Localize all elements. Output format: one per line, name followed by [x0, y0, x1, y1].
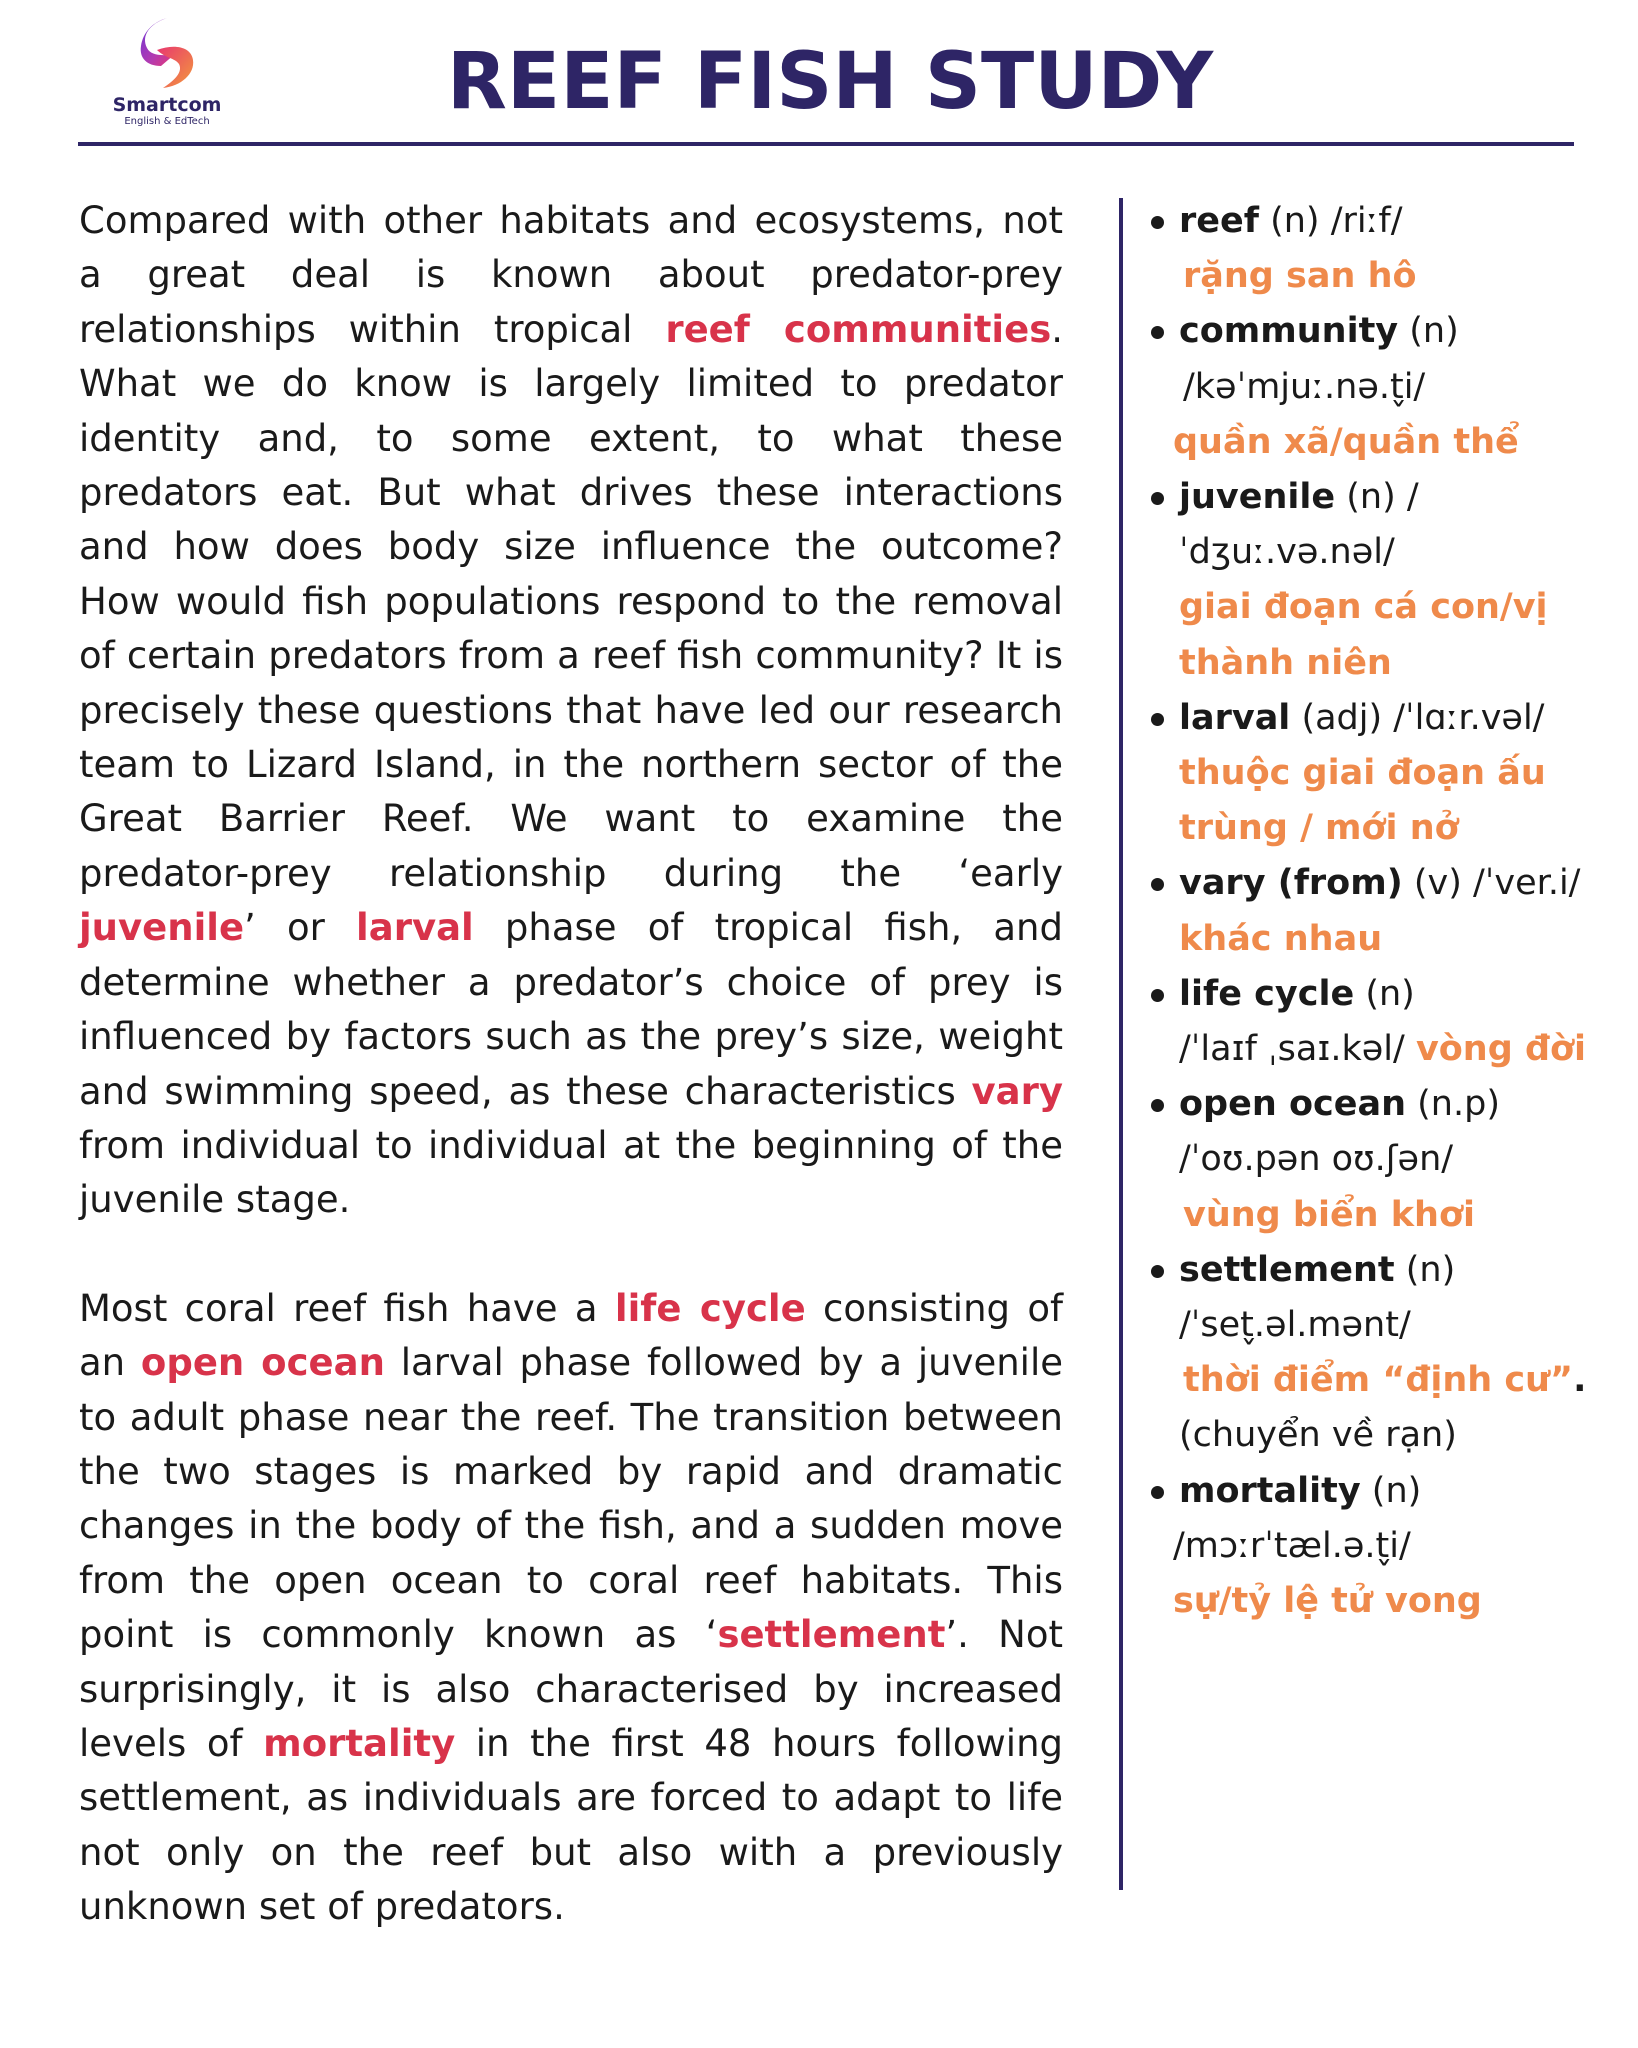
- vocab-item-community: [1147, 304, 1627, 470]
- vocab-translation: quần xã/quần thể: [1173, 421, 1519, 462]
- vocab-term: vary (from): [1179, 863, 1403, 904]
- brand-name: Smartcom: [112, 94, 222, 116]
- vocab-ipa: /ˈver.i/: [1472, 863, 1581, 904]
- page-title: REEF FISH STUDY: [446, 37, 1214, 127]
- column-divider: [1119, 198, 1123, 1890]
- vocab-translation: vùng biển khơi: [1183, 1194, 1476, 1235]
- vocab-pos: (n.p): [1406, 1084, 1500, 1125]
- vocab-ipa: /ˈoʊ.pən oʊ.ʃən/: [1179, 1139, 1454, 1180]
- vocab-item-mortality: [1147, 1464, 1627, 1630]
- text-run: Compared with other habitats and ecosystems, not a great deal is known about predator-prey relationships within tropical: [79, 199, 1063, 351]
- vocab-item-open-ocean: [1147, 1077, 1627, 1243]
- vocab-item-juvenile: [1147, 470, 1627, 691]
- smartcom-logo-icon: [127, 14, 207, 92]
- highlight-reef-communities: reef communities: [665, 307, 1052, 351]
- vocab-term: community: [1179, 311, 1399, 352]
- vocab-term: mortality: [1179, 1470, 1361, 1511]
- highlight-juvenile: juvenile: [79, 906, 245, 950]
- text-run: in the first 48 hours following settlement, as individuals are forced to adapt to life not only on the reef but also with a previously unknown set of predators.: [79, 1721, 1064, 1929]
- highlight-open-ocean: open ocean: [140, 1341, 385, 1385]
- vocab-translation: khác nhau: [1179, 918, 1383, 959]
- text-run: from individual to individual at the beginning of the juvenile stage.: [79, 1123, 1063, 1222]
- vocab-pos: (n): [1394, 1249, 1456, 1290]
- text-run: . What we do know is largely limited to predator identity and, to some extent, to what these predators eat. But what drives these interactions and how does body size influence the outcome? How would fish populations respond to the removal of certain predators from a reef fish community? It is precisely these questions that have led our research team to Lizard Island, in the northern sector of the Great Barrier Reef. We want to examine the predator-prey relationship during the ‘early: [79, 307, 1063, 895]
- vocab-pos: (n): [1398, 311, 1459, 352]
- brand-tagline: English & EdTech: [124, 116, 210, 127]
- vocab-term: life cycle: [1179, 973, 1355, 1014]
- vocab-translation: giai đoạn cá con/vị thành niên: [1179, 587, 1548, 683]
- article-paragraph-2: [79, 1282, 1063, 1935]
- vocab-ipa: /ˈset̬.əl.mənt/: [1179, 1305, 1411, 1346]
- vocab-term: juvenile: [1179, 477, 1336, 518]
- vocab-translation: vòng đời: [1415, 1029, 1587, 1070]
- vocab-pos: (n): [1335, 477, 1407, 518]
- text-run: consisting of an: [79, 1286, 1063, 1385]
- header-divider: [78, 142, 1574, 146]
- vocabulary-list: [1147, 194, 1627, 1629]
- vocab-item-reef: [1147, 194, 1627, 304]
- highlight-settlement: settlement: [717, 1613, 946, 1657]
- article-paragraph-1: [79, 194, 1063, 1228]
- vocab-item-vary: [1147, 856, 1627, 966]
- vocab-note: (chuyển về rạn): [1179, 1415, 1457, 1456]
- vocab-translation: thời điểm “định cư”: [1183, 1360, 1574, 1401]
- vocab-item-larval: [1147, 691, 1627, 857]
- vocab-item-life-cycle: [1147, 967, 1627, 1077]
- vocab-term: reef: [1179, 201, 1259, 241]
- vocab-pos: (n): [1258, 201, 1331, 241]
- vocab-pos: (n): [1360, 1470, 1422, 1511]
- brand-logo: [108, 14, 226, 139]
- vocab-term: larval: [1179, 697, 1291, 738]
- vocab-translation: thuộc giai đoạn ấu trùng / mới nở: [1179, 753, 1546, 849]
- text-run: larval phase followed by a juvenile to adult phase near the reef. The transition between the two stages is marked by rapid and dramatic changes in the body of the fish, and a sudden move from the open ocean to coral reef habitats. This point is commonly known as ‘: [79, 1341, 1063, 1657]
- vocab-translation: rặng san hô: [1183, 256, 1417, 297]
- vocab-translation: sự/tỷ lệ tử vong: [1173, 1581, 1482, 1622]
- vocab-term: open ocean: [1179, 1084, 1407, 1125]
- vocab-period: .: [1573, 1360, 1587, 1401]
- vocab-ipa: /ˈdʒuː.və.nəl/: [1179, 477, 1419, 573]
- article: [79, 194, 1063, 1935]
- vocab-ipa: /ˈlɑːr.vəl/: [1393, 697, 1545, 738]
- text-run: ’ or: [244, 906, 357, 950]
- vocab-ipa: /kəˈmjuː.nə.t̬i/: [1183, 366, 1426, 407]
- vocab-item-settlement: [1147, 1243, 1627, 1464]
- text-run: ’. Not surprisingly, it is also characterised by increased levels of: [79, 1613, 1063, 1765]
- highlight-vary: vary: [971, 1069, 1063, 1113]
- highlight-mortality: mortality: [263, 1721, 456, 1765]
- vocab-ipa: /riːf/: [1330, 201, 1403, 241]
- highlight-larval: larval: [356, 906, 474, 950]
- vocab-pos: (v): [1402, 863, 1473, 904]
- vocab-term: settlement: [1179, 1249, 1395, 1290]
- text-run: Most coral reef fish have a: [79, 1286, 615, 1330]
- text-run: phase of tropical fish, and determine whether a predator’s choice of prey is influenced by factors such as the prey’s size, weight and swimming speed, as these characteristics: [79, 906, 1063, 1113]
- vocab-ipa: /ˈlaɪf ˌsaɪ.kəl/: [1179, 1029, 1405, 1070]
- highlight-life-cycle: life cycle: [614, 1286, 806, 1330]
- vocab-pos: (n): [1354, 973, 1415, 1014]
- vocab-ipa: /mɔːrˈtæl.ə.t̬i/: [1173, 1525, 1411, 1566]
- vocab-pos: (adj): [1290, 697, 1394, 738]
